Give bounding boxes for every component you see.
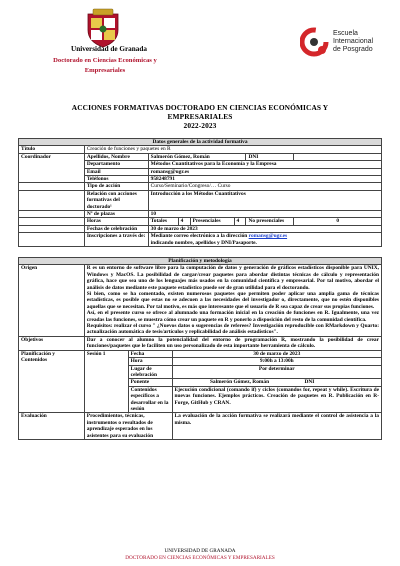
titulo-value: Creación de funciones y paquetes en R: [84, 146, 381, 153]
total-hours-value: 4: [178, 218, 190, 225]
department-label: Departamento: [84, 161, 148, 168]
document-title: [60, 103, 340, 131]
places-label: Nº de plazas: [84, 211, 148, 218]
session-label: Sesión 1: [84, 350, 128, 413]
registration-text-2: indicando nombre, apellidos y DNI/Pasaporte.: [150, 239, 257, 246]
dni-value: [294, 153, 382, 160]
origin-paragraph-1: R es un entorno de software libre para la computación de datos y generación de gráficos estadísticos disponible para UNIX, Windows y MacOS. La posibilidad de cargar/crear paquetes para abordar distintas técnicas de cálculo y representación gráfica, hace que sea uno de los lenguajes más usados en la comunidad científica y empresarial. Por tal motivo, abordar el análisis de datos mediante este paquete estadístico puede ser de gran utilidad para el doctorando.: [86, 265, 379, 291]
relation-label: Relación con acciones formativas del doctorado¹: [84, 190, 148, 210]
school-line-1: Escuela: [333, 30, 358, 37]
origin-text: [84, 265, 381, 336]
total-hours-label: Totales: [148, 218, 178, 225]
apellidos-value: Salmerón Gómez, Román: [148, 153, 246, 160]
program-line-1: Doctorado en Ciencias Económicas y: [53, 57, 157, 64]
school-line-2: Internacional: [333, 38, 374, 46]
in-person-label: Presenciales: [190, 218, 234, 225]
places-value: 10: [148, 211, 381, 218]
program-name: [30, 56, 180, 76]
page-header: [0, 0, 400, 90]
relation-value: Introducción a los Métodos Cuantitativos: [148, 190, 381, 210]
origin-paragraph-4: Requisitos: realizar el curso " ¿Nuevos datos o sugerencias de referees? Investigación reproducible con RMarkdown y Quarto: actualización automática de tesis/artículos y replicabilidad de análisis estadísticos".: [86, 323, 379, 336]
session-contents-label: Contenidos específicos a desarrollar en la sesión: [128, 386, 172, 413]
university-seal-icon: [82, 8, 124, 48]
action-type-label: Tipo de acción: [84, 183, 148, 190]
hours-label: Horas: [84, 218, 148, 225]
origin-paragraph-2: Si bien, como se ha comentado, existen numerosos paquetes que permiten poder aplicar una amplia gama de técnicas estadísticas, es posible que estas no se adecuen a las necesidades del investigador o, directamente, que no estén disponibles aquellas que se necesitan. Por tal motivo, es más que interesante que el usuario de R sea capaz de crear sus propias funciones.: [86, 291, 379, 310]
session-date-value: 30 de marzo de 2023: [172, 350, 381, 357]
general-data-table: [18, 138, 382, 247]
phone-label: Teléfonos: [84, 176, 148, 183]
title-line-3: 2022-2023: [183, 121, 217, 131]
section-header-general: Datos generales de la actividad formativa: [19, 139, 382, 146]
page-footer: [0, 548, 400, 561]
evaluation-label: Evaluación: [19, 413, 85, 440]
planning-contents-label: Planificación y Contenidos: [19, 350, 85, 413]
session-time-label: Hora: [128, 358, 172, 365]
section-header-planning: Planificación y metodología: [19, 258, 382, 265]
email-label: Email: [84, 168, 148, 175]
registration-value: [148, 233, 381, 247]
session-place-label: Lugar de celebración: [128, 365, 172, 379]
dates-value: 30 de marzo de 2023: [148, 225, 381, 232]
origin-label: Origen: [19, 265, 85, 336]
empty-cell: [19, 183, 85, 190]
empty-cell: [19, 190, 85, 210]
apellidos-label: Apellidos, Nombre: [84, 153, 148, 160]
session-place-value: Por determinar: [172, 365, 381, 379]
objectives-text: Dar a conocer al alumno la potencialidad del entorno de programación R, mostrando la posibilidad de crear funciones/paquetes que le faciliten un uso personalizado de esta importante herramienta de cálculo.: [84, 336, 381, 350]
evaluation-text: La evaluación de la acción formativa se realizará mediante el control de asistencia a la misma.: [172, 413, 381, 440]
session-date-label: Fecha: [128, 350, 172, 357]
empty-cell: [19, 233, 85, 247]
title-line-1: ACCIONES FORMATIVAS DOCTORADO EN CIENCIAS ECONÓMICAS Y: [71, 103, 329, 112]
registration-label: Inscripciones a través de:: [84, 233, 148, 247]
empty-cell: [19, 225, 85, 232]
speaker-label: Ponente: [128, 379, 172, 386]
remote-value: 0: [294, 218, 382, 225]
speaker-value: [172, 379, 381, 386]
planning-table: [18, 257, 382, 440]
empty-cell: [19, 218, 85, 225]
title-line-2: EMPRESARIALES: [167, 112, 233, 122]
footer-line-2: DOCTORADO EN CIENCIAS ECONÓMICAS Y EMPRESARIALES: [125, 554, 275, 561]
dni-label: DNI: [246, 153, 294, 160]
school-line-3: de Posgrado: [333, 46, 373, 54]
origin-paragraph-3: Así, en el presente curso se ofrece al alumnado una formación inicial en la creación de funciones en R. Igualmente, una vez creadas las funciones, se muestra cómo crear un paquete en R y ponerlo a disposición del resto de la comunidad científica.: [86, 310, 379, 323]
dates-label: Fechas de celebración: [84, 225, 148, 232]
phone-value: 958248791: [148, 176, 381, 183]
email-value: romansg@ugr.es: [148, 168, 381, 175]
school-logo-icon: [300, 22, 334, 62]
in-person-value: 4: [234, 218, 246, 225]
university-name: Universidad de Granada: [71, 45, 147, 53]
session-time-value: 9:00h a 13:00h: [172, 358, 381, 365]
registration-email-link[interactable]: romansg@ugr.es: [248, 233, 288, 240]
remote-label: No presenciales: [246, 218, 294, 225]
registration-text: Mediante correo electrónico a la dirección: [150, 233, 249, 240]
action-type-value: Curso/Seminario/Congreso/… Curso: [148, 183, 381, 190]
program-line-2: Empresariales: [84, 67, 126, 74]
evaluation-method-label: Procedimientos, técnicas, instrumentos o resultados de aprendizaje esperados en los asistentes para su evaluación: [84, 413, 172, 440]
empty-cell: [19, 211, 85, 218]
coordinator-label: Coordinador: [19, 153, 85, 183]
school-name: [333, 30, 373, 55]
speaker-name: Salmerón Gómez, Román: [209, 379, 270, 386]
session-contents-value: Ejecución condicional (comando if) y ciclos (comandos for, repeat y while). Escritura de nuevas funciones. Ejemplos prácticos. Creación de paquetes en R. Publicación en R-Forge, GitHub y CRAN.: [172, 386, 381, 413]
objectives-label: Objetivos: [19, 336, 85, 350]
titulo-label: Título: [19, 146, 85, 153]
footer-line-1: UNIVERSIDAD DE GRANADA: [164, 548, 236, 554]
speaker-dni-label: DNI: [304, 379, 315, 386]
department-value: Métodos Cuantitativos para la Economía y la Empresa: [148, 161, 381, 168]
